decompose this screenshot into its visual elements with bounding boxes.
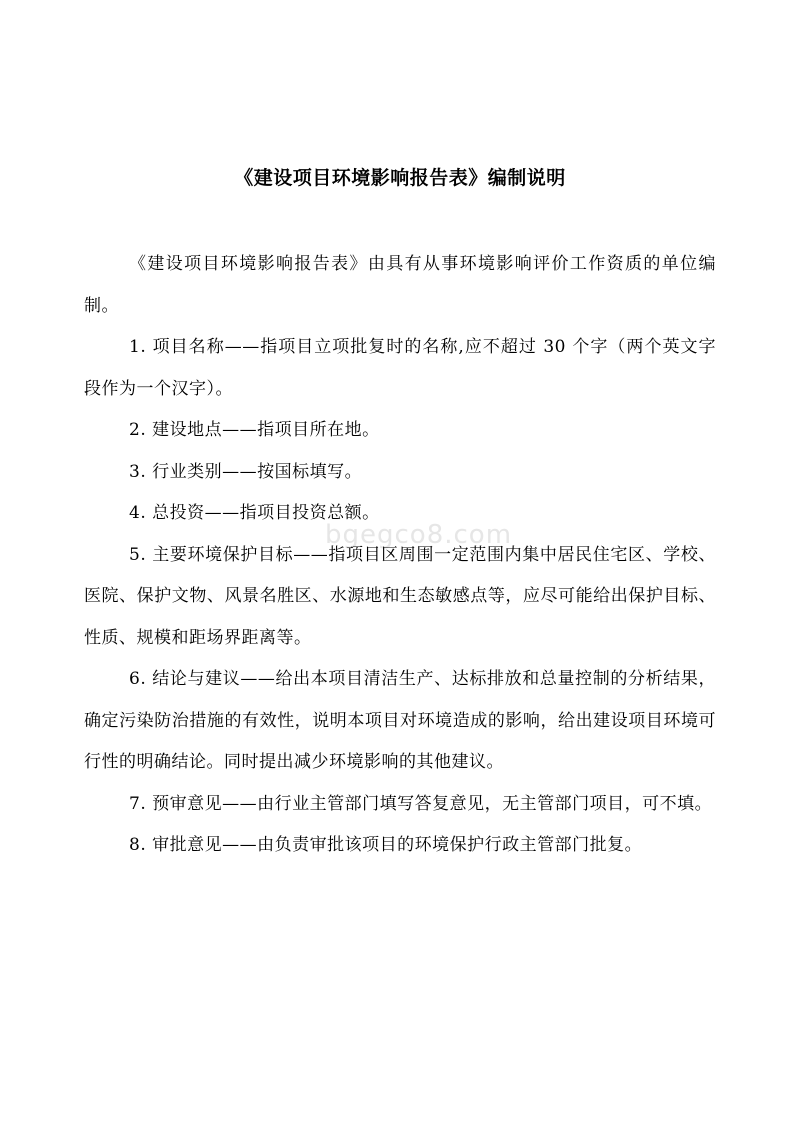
watermark: bgegco8.com	[325, 520, 513, 550]
document-title: 《建设项目环境影响报告表》编制说明	[234, 167, 566, 189]
document-body	[84, 244, 716, 867]
intro-paragraph: 《建设项目环境影响报告表》由具有从事环境影响评价工作资质的单位编制。	[84, 254, 716, 316]
item-project-name: 1. 项目名称——指项目立项批复时的名称,应不超过 30 个字（两个英文字段作为一个汉字）。	[84, 337, 716, 399]
item-construction-location: 2. 建设地点——指项目所在地。	[129, 420, 380, 440]
item-approval-opinion: 8. 审批意见——由负责审批该项目的环境保护行政主管部门批复。	[129, 835, 643, 855]
item-preliminary-review: 7. 预审意见——由行业主管部门填写答复意见，无主管部门项目，可不填。	[129, 793, 713, 814]
item-conclusions: 6. 结论与建议——给出本项目清洁生产、达标排放和总量控制的分析结果，确定污染防治措施的有效性，说明本项目对环境造成的影响，给出建设项目环境可行性的明确结论。同时提出减少环境影响的其他建议。	[84, 669, 716, 772]
item-total-investment: 4. 总投资——指项目投资总额。	[129, 503, 380, 523]
item-industry-category: 3. 行业类别——按国标填写。	[129, 461, 363, 482]
item-protection-targets: 5. 主要环境保护目标——指项目区周围一定范围内集中居民住宅区、学校、医院、保护文物、风景名胜区、水源地和生态敏感点等，应尽可能给出保护目标、性质、规模和距场界距离等。	[84, 544, 716, 648]
